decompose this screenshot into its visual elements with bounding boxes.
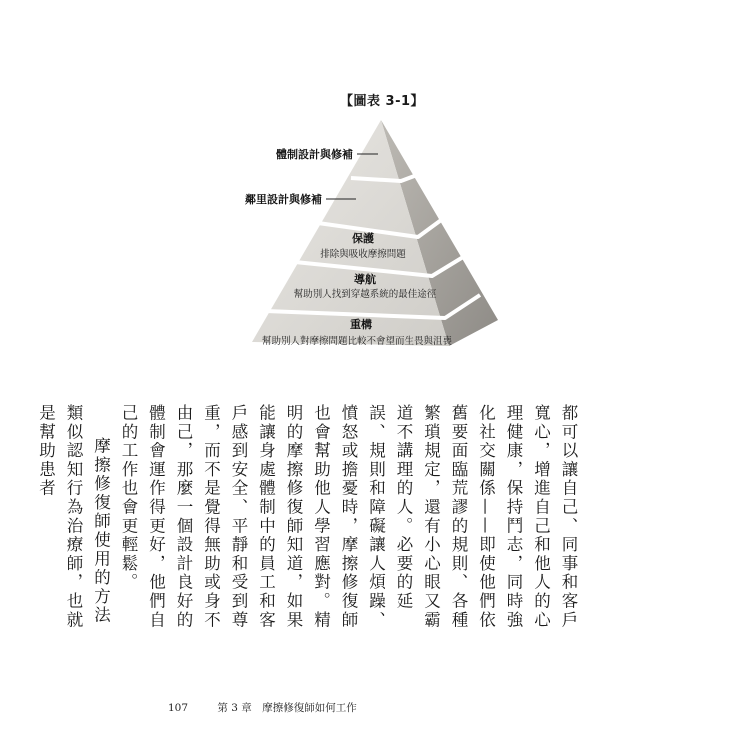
- level-protect-subtitle: 排除與吸收摩擦問題: [320, 249, 406, 260]
- callout-institution-label: 體制設計與修補: [276, 148, 353, 161]
- body-paragraph: 都可以讓自己、同事和客戶寬心，增進自己和他人的心理健康，保持鬥志，同時強化社交關係——即使他們依舊要面臨荒謬的規則、各種繁瑣規定，還有小心眼又霸道不講理的人。必要的延誤、規則和障礙讓人煩躁、憤怒或擔憂時，摩擦修復師也會幫助他人學習應對。精明的摩擦修復師知道，如果能讓身處體制中的員工和客戶感到安全、平靜和受到尊重，而不是覺得無助或身不由己，那麼一個設計良好的體制會運作得更好，他們自己的工作也會更輕鬆。: [119, 404, 578, 630]
- page-number: 107: [168, 702, 189, 714]
- page-footer: [168, 700, 357, 715]
- level-navigate-subtitle: 幫助別人找到穿越系統的最佳途徑: [293, 289, 437, 300]
- level-reframe-subtitle: 幫助別人對摩擦問題比較不會望而生畏與沮喪: [261, 336, 453, 347]
- chapter-title: 第 3 章 摩擦修復師如何工作: [217, 702, 357, 714]
- level-reframe-title: 重構: [350, 318, 372, 331]
- body-text: [32, 404, 582, 640]
- figure-title: 【圖表 3-1】: [340, 94, 425, 109]
- body-paragraph: 摩擦修復師使用的方法類似認知行為治療師，也就是幫助患者: [36, 404, 111, 630]
- level-navigate-title: 導航: [354, 273, 376, 286]
- level-protect-title: 保護: [352, 232, 374, 245]
- callout-neighborhood-label: 鄰里設計與修補: [245, 193, 322, 206]
